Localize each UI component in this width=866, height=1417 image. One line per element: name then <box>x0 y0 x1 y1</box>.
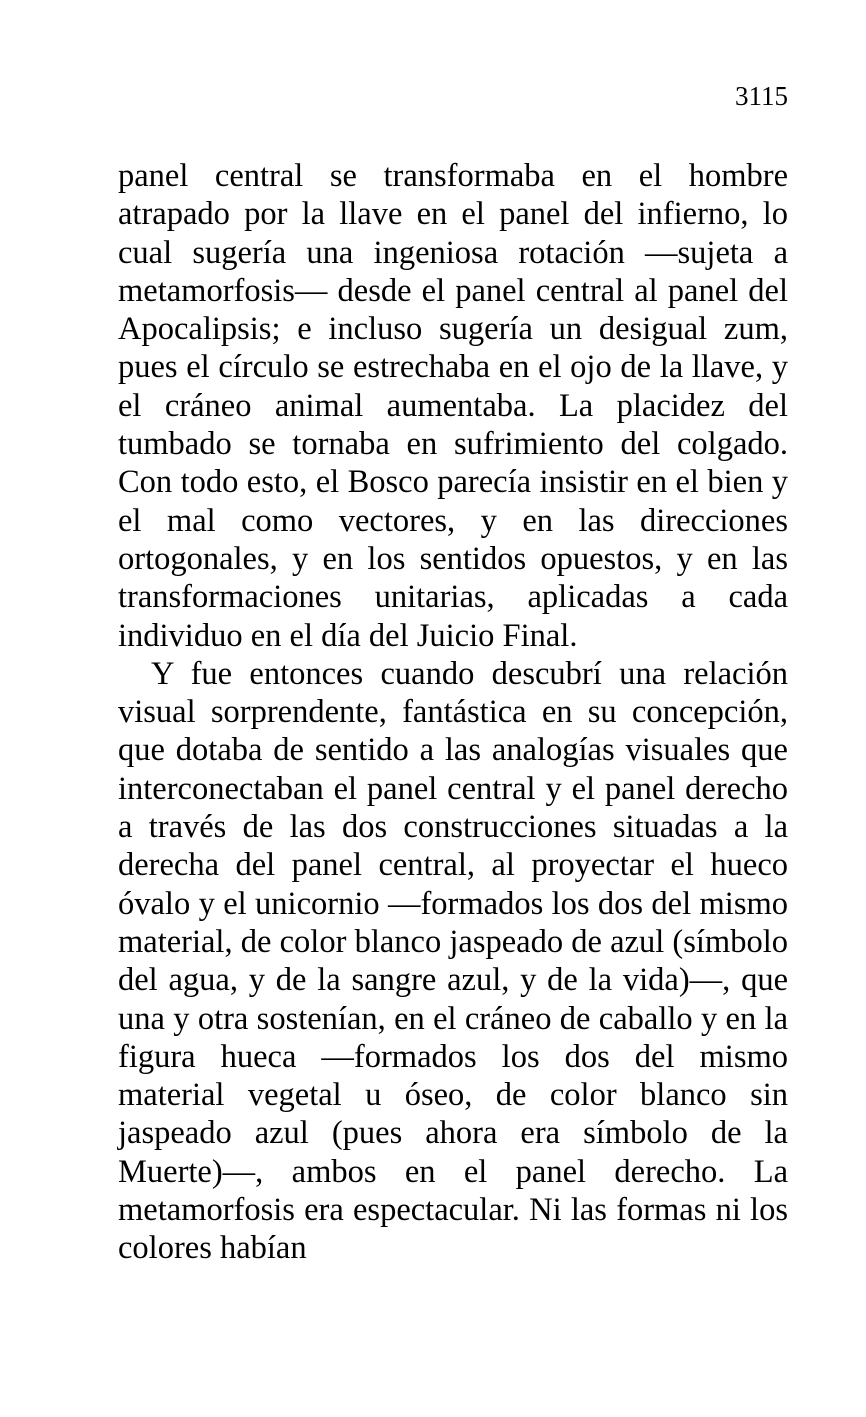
body-text <box>118 157 788 1268</box>
paragraph-continued: panel central se transformaba en el hombre atrapado por la llave en el panel del infierno, lo cual sugería una ingeniosa rotación —sujeta a metamorfosis— desde el panel central al panel del Apocalipsis; e incluso sugería un desigual zum, pues el círculo se estrechaba en el ojo de la llave, y el cráneo animal aumentaba. La placidez del tumbado se tornaba en sufrimiento del colgado. Con todo esto, el Bosco parecía insistir en el bien y el mal como vectores, y en las direcciones ortogonales, y en los sentidos opuestos, y en las transformaciones unitarias, aplicadas a cada individuo en el día del Juicio Final. <box>118 158 788 654</box>
page-number: 3115 <box>735 81 788 111</box>
paragraph: Y fue entonces cuando descubrí una relación visual sorprendente, fantástica en su concepción, que dotaba de sentido a las analogías visuales que interconectaban el panel central y el panel derecho a través de las dos construcciones situadas a la derecha del panel central, al proyectar el hueco óvalo y el unicornio —formados los dos del mismo material, de color blanco jaspeado de azul (símbolo del agua, y de la sangre azul, y de la vida)—, que una y otra sostenían, en el cráneo de caballo y en la figura hueca —formados los dos del mismo material vegetal u óseo, de color blanco sin jaspeado azul (pues ahora era símbolo de la Muerte)—, ambos en el panel derecho. La metamorfosis era espectacular. Ni las formas ni los colores habían <box>118 655 788 1267</box>
